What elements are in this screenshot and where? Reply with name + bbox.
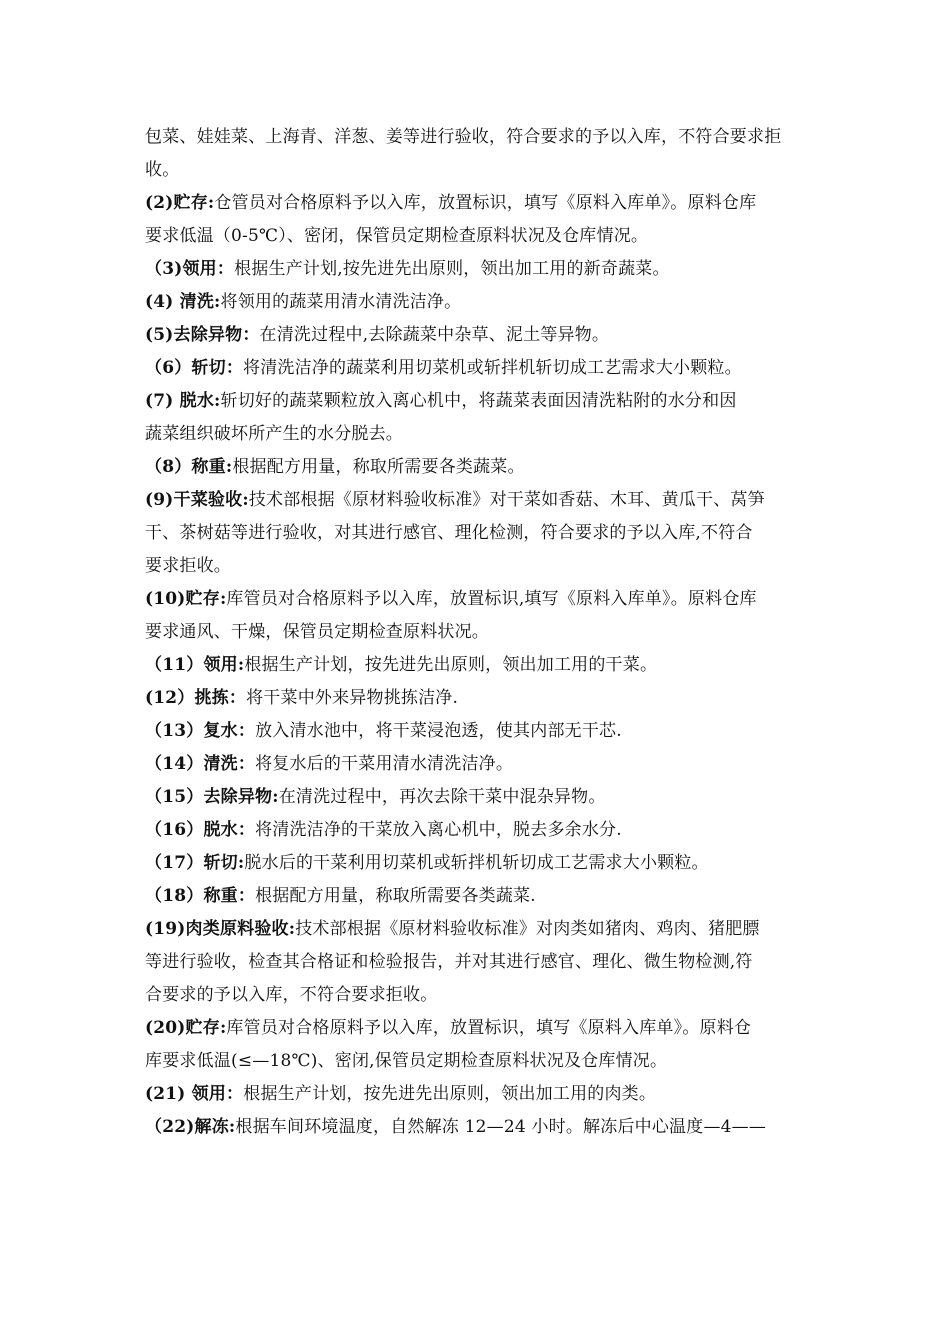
step-text: 将干菜中外来异物挑拣洁净. bbox=[246, 688, 459, 708]
step-label: （3)领用： bbox=[145, 259, 235, 279]
step-label: （6）斩切： bbox=[145, 358, 244, 378]
step-label: (7) 脱水: bbox=[145, 391, 221, 411]
step-label: (12）挑拣： bbox=[145, 688, 247, 708]
text-line bbox=[145, 1012, 810, 1045]
text-line bbox=[145, 1111, 810, 1144]
text-line bbox=[145, 1045, 810, 1078]
text-line bbox=[145, 583, 810, 616]
text-line bbox=[145, 979, 810, 1012]
step-text: 放入清水池中，将干菜浸泡透，使其内部无干芯. bbox=[255, 721, 622, 741]
text-line bbox=[145, 649, 810, 682]
step-text: 收。 bbox=[145, 160, 180, 180]
step-text: 仓管员对合格原料予以入库，放置标识，填写《原料入库单》。原料仓库 bbox=[214, 193, 757, 213]
step-text: 要求拒收。 bbox=[145, 556, 231, 576]
step-text: 将清洗洁净的干菜放入离心机中，脱去多余水分. bbox=[255, 820, 622, 840]
text-line bbox=[145, 319, 810, 352]
text-line bbox=[145, 484, 810, 517]
text-line bbox=[145, 715, 810, 748]
step-text: 合要求的予以入库，不符合要求拒收。 bbox=[145, 985, 438, 1005]
text-line bbox=[145, 451, 810, 484]
step-label: (2)贮存: bbox=[145, 193, 215, 213]
step-text: 技术部根据《原材料验收标准》对干菜如香菇、木耳、黄瓜干、莴笋 bbox=[248, 490, 765, 510]
text-line bbox=[145, 682, 810, 715]
text-line bbox=[145, 550, 810, 583]
text-line bbox=[145, 286, 810, 319]
step-text: 在清洗过程中，再次去除干菜中混杂异物。 bbox=[278, 787, 606, 807]
step-text: 库管员对合格原料予以入库，放置标识,填写《原料入库单》。原料仓库 bbox=[226, 589, 757, 609]
step-text: 等进行验收，检查其合格证和检验报告，并对其进行感官、理化、微生物检测,符 bbox=[145, 952, 753, 972]
step-text: 斩切好的蔬菜颗粒放入离心机中，将蔬菜表面因清洗粘附的水分和因 bbox=[220, 391, 737, 411]
step-text: 库管员对合格原料予以入库，放置标识，填写《原料入库单》。原料仓 bbox=[226, 1018, 752, 1038]
step-label: (21) 领用： bbox=[145, 1084, 244, 1104]
text-line bbox=[145, 187, 810, 220]
step-label: （13）复水： bbox=[145, 721, 256, 741]
step-text: 根据生产计划,按先进先出原则，领出加工用的新奇蔬菜。 bbox=[234, 259, 670, 279]
step-label: （17）斩切: bbox=[145, 853, 245, 873]
step-text: 要求低温（0-5℃）、密闭，保管员定期检查原料状况及仓库情况。 bbox=[145, 226, 649, 246]
step-text: 技术部根据《原材料验收标准》对肉类如猪肉、鸡肉、猪肥膘 bbox=[295, 919, 760, 939]
text-line bbox=[145, 913, 810, 946]
text-line bbox=[145, 814, 810, 847]
text-line bbox=[145, 352, 810, 385]
step-label: (20)贮存: bbox=[145, 1018, 227, 1038]
step-text: 在清洗过程中,去除蔬菜中杂草、泥土等异物。 bbox=[259, 325, 610, 345]
step-text: 蔬菜组织破坏所产生的水分脱去。 bbox=[145, 424, 403, 444]
step-label: （8）称重: bbox=[145, 457, 233, 477]
step-text: 根据车间环境温度，自然解冻 12—24 小时。解冻后中心温度—4—— bbox=[235, 1117, 767, 1137]
step-label: (4) 清洗: bbox=[145, 292, 221, 312]
text-line bbox=[145, 121, 810, 154]
text-line bbox=[145, 154, 810, 187]
step-text: 根据配方用量，称取所需要各类蔬菜. bbox=[255, 886, 536, 906]
step-text: 包菜、娃娃菜、上海青、洋葱、姜等进行验收，符合要求的予以入库，不符合要求拒 bbox=[145, 127, 782, 147]
step-text: 将清洗洁净的蔬菜利用切菜机或斩拌机斩切成工艺需求大小颗粒。 bbox=[243, 358, 742, 378]
text-line bbox=[145, 385, 810, 418]
text-line bbox=[145, 880, 810, 913]
step-text: 脱水后的干菜利用切菜机或斩拌机斩切成工艺需求大小颗粒。 bbox=[244, 853, 709, 873]
step-text: 库要求低温(≤—18℃)、密闭,保管员定期检查原料状况及仓库情况。 bbox=[145, 1051, 668, 1071]
step-text: 根据配方用量，称取所需要各类蔬菜。 bbox=[232, 457, 525, 477]
step-text: 要求通风、干燥，保管员定期检查原料状况。 bbox=[145, 622, 489, 642]
step-label: （14）清洗： bbox=[145, 754, 256, 774]
step-label: （16）脱水： bbox=[145, 820, 256, 840]
text-line bbox=[145, 748, 810, 781]
text-line bbox=[145, 517, 810, 550]
step-text: 将领用的蔬菜用清水清洗洁净。 bbox=[220, 292, 462, 312]
step-text: 将复水后的干菜用清水清洗洁净。 bbox=[255, 754, 514, 774]
text-line bbox=[145, 220, 810, 253]
step-label: （22)解冻: bbox=[145, 1117, 236, 1137]
text-line bbox=[145, 253, 810, 286]
step-label: （15）去除异物: bbox=[145, 787, 279, 807]
text-line bbox=[145, 1078, 810, 1111]
step-label: (5)去除异物： bbox=[145, 325, 260, 345]
step-label: （11）领用: bbox=[145, 655, 245, 675]
document-body bbox=[145, 121, 810, 1144]
text-line bbox=[145, 418, 810, 451]
text-line bbox=[145, 616, 810, 649]
step-label: (19)肉类原料验收: bbox=[145, 919, 296, 939]
step-text: 根据生产计划，按先进先出原则，领出加工用的干菜。 bbox=[244, 655, 658, 675]
text-line bbox=[145, 946, 810, 979]
text-line bbox=[145, 781, 810, 814]
step-label: (9)干菜验收: bbox=[145, 490, 249, 510]
text-line bbox=[145, 847, 810, 880]
step-label: （18）称重： bbox=[145, 886, 256, 906]
step-label: (10)贮存: bbox=[145, 589, 227, 609]
step-text: 干、茶树菇等进行验收，对其进行感官、理化检测，符合要求的予以入库,不符合 bbox=[145, 523, 753, 543]
step-text: 根据生产计划，按先进先出原则，领出加工用的肉类。 bbox=[243, 1084, 657, 1104]
